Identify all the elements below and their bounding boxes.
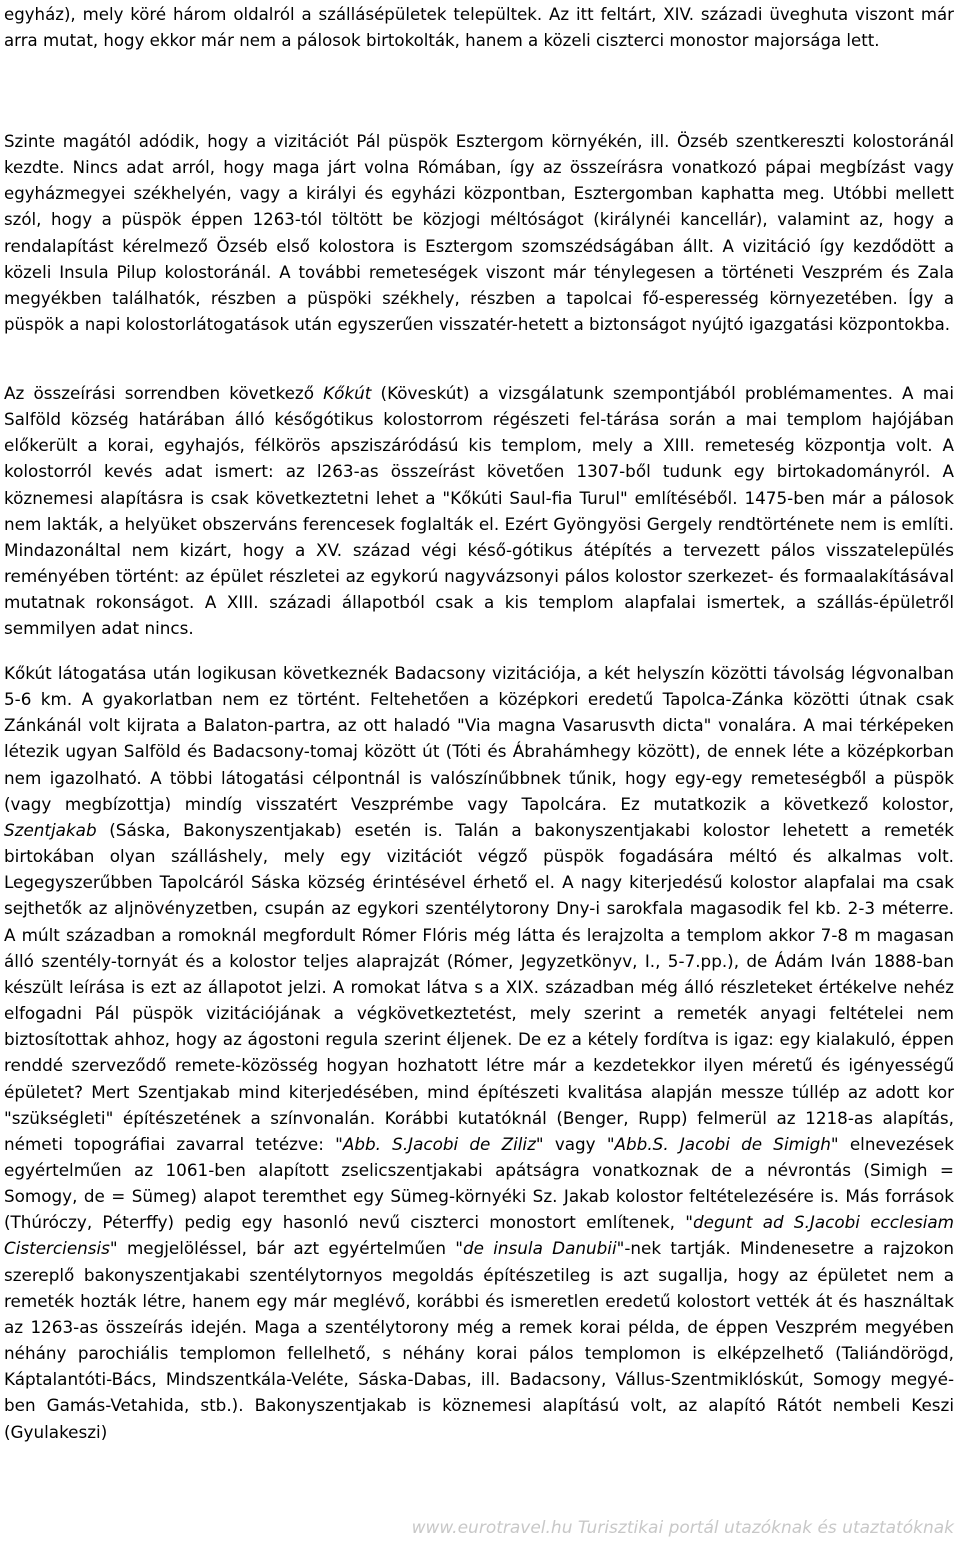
paragraph-4-text: vagy [543,1133,607,1154]
paragraph-3-italic-kokut: Kőkút [323,383,372,403]
paragraph-4-italic-szentjakab: Szentjakab [4,819,97,840]
paragraph-4-text: Kőkút látogatása után logikusan következnék Badacsony vizitációja, a két helyszín közötti távolság légvonalban 5-6 km. A gyakorlatban nem ez történt. Feltehetően a középkori eredetű Tapolca-Zánka közötti útnak csak Zánkánál volt kijrata a Balaton-partra, az ott haladó "Via magna Vasarusvth dicta" vonalára. A mai térképeken létezik ugyan Salföld és Badacsony-tomaj között út (Tóti és Ábrahámhegy között), de ennek léte a középkorban nem igazolható. A többi látogatási célpontnál is valószínűbbnek tűnik, hogy egy-egy remeteségből a püspök (vagy megbízottja) mindíg visszatért Veszprémbe vagy Tapolcára. Ez mutatkozik a következő kolostor, [4,663,954,814]
paragraph-4-italic-quote: "Abb. S.Jacobi de Ziliz" [335,1133,544,1154]
paragraph-4-text: (Sáska, Bakonyszentjakab) esetén is. Talán a bakonyszentjakabi kolostor lehetett a remeték birtokában olyan szálláshely, mely egy vizitációt végző püspök fogadására méltó és alkalmas volt. Legegyszerűbben Tapolcáról Sáska község érintésével érhető el. A nagy kiterjedésű kolostor alapfalai ma csak sejthetők az aljnövényzetben, csupán az egykori szentélytorony Dny-i sarokfala magasodik fel kb. 2-3 méterre. A múlt században a romoknál megfordult Rómer Flóris még látta és lerajzolta a templom akkor 7-8 m magasan álló szentély-tornyát és a kolostor teljes alaprajzát (Rómer, Jegyzetkönyv, I., 5-7.pp.), de Ádám Iván 1888-ban készült leírása is ezt az állapotot jelzi. A romokat látva s a XIX. században még álló részleteket értékelve nehéz elfogadni Pál püspök vizitációjának a végkövetkeztetést, mely szerint a remeték anyagi feltételei nem biztosítottak ahhoz, hogy az ágostoni regula szerint éljenek. De ez a kétely fordítva is igaz: egy kialakuló, éppen renddé szerveződő remete-közösség hogyan hozhatott létre már a kezdetekkor ilyen méretű és igényességű épületet? Mert Szentjakab mind kiterjedésében, mind építészeti kvalitása alapján messze túllép az adott kor "szükségleti" építészetének a színvonalán. Korábbi kutatóknál (Benger, Rupp) felmerül az 1218-as alapítás, németi topográfiai zavarral tetézve: [4,819,954,1154]
paragraph-4-italic-quote: "Abb.S. Jacobi de Simigh" [606,1133,839,1154]
paragraph-4-text: elnevezések egyértelműen az 1061-ben alapított zselicszentjakabi apátságra vonatkoznak de a névrontás (Simigh = Somogy, de = Sümeg) alapot teremthet egy Sümeg-környéki Sz. Jakab kolostor feltételezésére is. Más források (Thúróczy, Péterffy) pedig egy hasonló nevű ciszterci monostort említenek, [4,1133,954,1233]
paragraph-4-italic-quote: "degunt ad S.Jacobi ecclesiam Cisterciensis" [4,1212,955,1259]
paragraph-3-text: Az összeírási sorrendben következő [4,383,324,403]
paragraph-3 [4,380,954,642]
paragraph-3-text: (Köveskút) a vizsgálatunk szempontjából problémamentes. A mai Salföld község határában álló későgótikus kolostorrom régészeti fel-tárása során a mai templom hajójában előkerült a korai, egyhajós, félkörös apsziszáródású kis templom, mely a XIII. remeteség központja volt. A kolostorról kevés adat ismert: az l263-as összeírást követően 1307-ből tudunk egy birtokadományról. A köznemesi alapításra is csak következtetni lehet a "Kőkúti Saul-fia Turul" említéséből. 1475-ben már a pálosok nem lakták, a helyüket obszerváns ferencesek foglalták el. Ezért Gyöngyösi Gergely rendtörténete nem is említi. Mindazonáltal nem kizárt, hogy a XV. század végi késő-gótikus átépítés a tervezett pálos visszatelepülés reményében történt: az épület részletei az egykorú nagyvázsonyi pálos kolostor szerkezet- és formaalakításával mutatnak rokonságot. A XIII. századi állapotból csak a kis templom alapfalai ismertek, a szállás-épületről semmilyen adat nincs. [4,383,954,639]
footer-watermark: www.eurotravel.hu Turisztikai portál utazóknak és utaztatóknak [411,1518,954,1538]
paragraph-4-italic-quote: "de insula Danubii" [455,1238,625,1259]
paragraph-4-text: megjelöléssel, bár azt egyértelműen [117,1238,456,1259]
paragraph-4 [4,660,954,1445]
paragraph-4-text: -nek tartják. Mindenesetre a rajzokon szereplő bakonyszentjakabi szentélytornyos megoldás építészetileg is azt sugallja, hogy az épületet nem a remeték hozták létre, hanem egy már meglévő, korábbi és ismeretlen eredetű kolostort vették át és használtak az 1263-as összeírás idején. Maga a szentélytorony még a remek korai példa, de éppen Veszprém megyében néhány parochiális templomon fellelhető, s néhány korai pálos templomon is elképzelhető (Taliándörögd, Káptalantóti-Bács, Mindszentkála-Veléte, Sáska-Dabas, ill. Badacsony, Vállus-Szentmiklóskút, Somogy megyé-ben Gamás-Vetahida, stb.). Bakonyszentjakab is köznemesi alapítású volt, az alapító Rátót nembeli Keszi (Gyulakeszi) [4,1238,954,1442]
paragraph-2: Szinte magától adódik, hogy a vizitációt Pál püspök Esztergom környékén, ill. Özséb szentkereszti kolostoránál kezdte. Nincs adat arról, hogy maga járt volna Rómában, így az összeírásra vonatkozó pápai megbízást vagy egyházmegyei székhelyén, vagy a királyi és egyházi központban, Esztergomban kaphatta meg. Utóbbi mellett szól, hogy a püspök éppen 1263-tól töltött be közjogi méltóságot (királynéi kancellár), valamint az, hogy a rendalapítást kérelmező Özséb első kolostora is Esztergom szomszédságában állt. A vizitáció így kezdődött a közeli Insula Pilup kolostoránál. A további remeteségek viszont már ténylegesen a történeti Veszprém és Zala megyékben találhatók, részben a püspöki székhely, részben a tapolcai fő-esperesség környezetében. Így a püspök a napi kolostorlátogatások után egyszerűen visszatér-hetett a biztonságot nyújtó igazgatási központokba. [4,132,954,335]
paragraph-1: egyház), mely köré három oldalról a szállásépületek települtek. Az itt feltárt, XIV. századi üveghuta viszont már arra mutat, hogy ekkor már nem a pálosok birtokolták, hanem a közeli ciszterci monostor majorsága lett. [4,5,954,51]
